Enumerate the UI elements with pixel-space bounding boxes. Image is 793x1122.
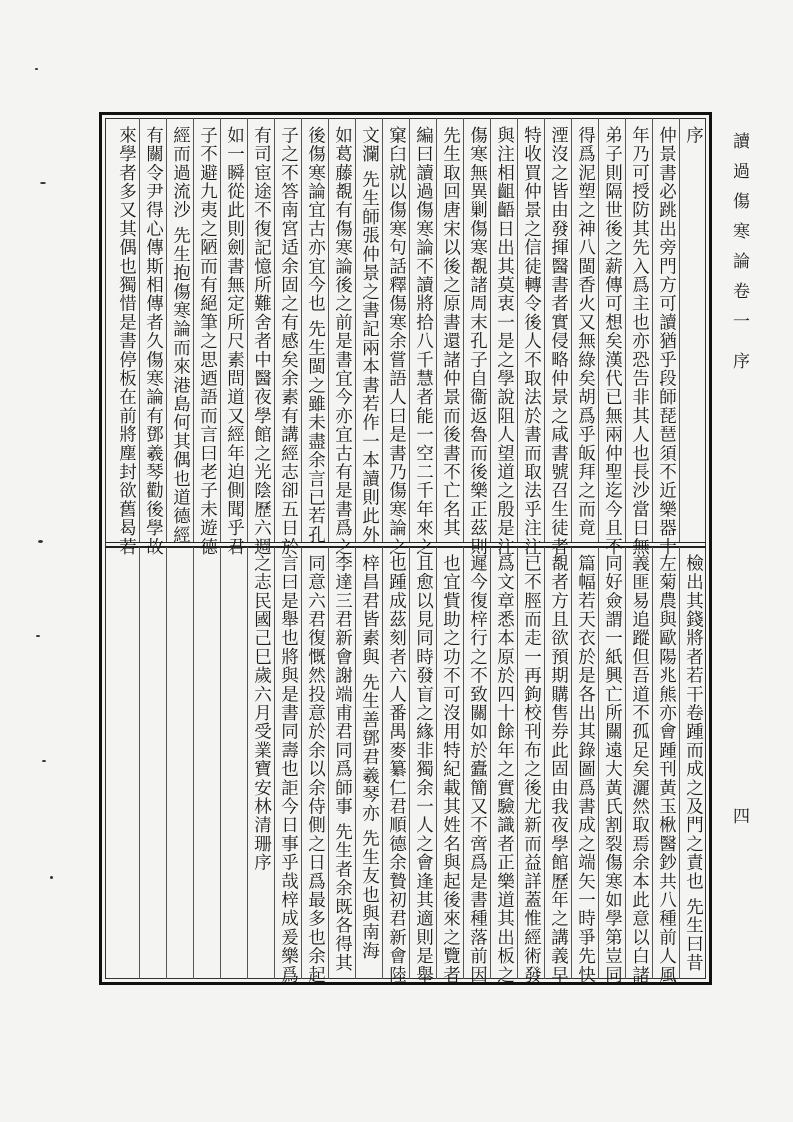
- column-rule: [247, 547, 248, 979]
- upper-column: 序: [683, 126, 704, 145]
- column-rule: [490, 118, 491, 542]
- upper-column: 弟子則隔世後之薪傳可想矣漢代已無兩仲聖迄今且不: [602, 126, 623, 557]
- lower-column: 爲文章悉本原於四十餘年之實驗識者正樂道其出板之: [494, 554, 515, 985]
- upper-column: 來學者多又其偶也獨惜是書停板在前將塵封欲舊曷若: [116, 126, 137, 557]
- lower-column: 也踵成茲刻者六人番禺麥纂仁君順德余贄初君新會陸: [386, 554, 407, 985]
- lower-column: 李達三君新會謝端甫君同爲師事 先生者余既各得其: [332, 554, 353, 973]
- upper-column: 如葛藤覩有傷寒論後之前是書宜今亦宜古有是書爲之: [332, 126, 353, 557]
- column-rule: [409, 118, 410, 542]
- column-rule: [220, 547, 221, 979]
- upper-column: 傷寒無異剿傷寒覩諸周末孔子自衞返魯而後樂正茲則: [467, 126, 488, 557]
- column-rule: [679, 118, 680, 542]
- scan-speck: [42, 760, 46, 762]
- upper-column: 仲景書必跳出旁門方可讀猶乎段師琵琶須不近樂器十: [656, 126, 677, 557]
- column-rule: [193, 547, 194, 979]
- lower-column: 覩者方且欲預期購售券此固由我夜學館歷年之講義早: [548, 554, 569, 985]
- column-rule: [679, 547, 680, 979]
- column-rule: [652, 118, 653, 542]
- column-rule: [193, 118, 194, 542]
- column-rule: [544, 118, 545, 542]
- column-rule: [571, 118, 572, 542]
- lower-column: 遲今復梓行之不致關如於蠹簡又不啻爲是書種落前因: [467, 554, 488, 985]
- column-rule: [247, 118, 248, 542]
- column-rule: [463, 547, 464, 979]
- column-rule: [571, 547, 572, 979]
- upper-column: 湮沒之皆由發揮醫書者實侵略仲景之咸書號召生徒者: [548, 126, 569, 557]
- running-head-title: 讀過傷寒論卷一: [729, 132, 749, 342]
- column-rule: [328, 547, 329, 979]
- column-rule: [274, 118, 275, 542]
- upper-column: 文瀾 先生師張仲景之書記兩本書若作一本讀則此外: [359, 126, 380, 545]
- column-rule: [625, 118, 626, 542]
- column-rule: [436, 547, 437, 979]
- column-rule: [355, 547, 356, 979]
- page-number: 四: [729, 807, 749, 824]
- upper-column: 特收買仲景之信徒轉令後人不取法於書而取法乎注注: [521, 126, 542, 557]
- column-rule: [517, 118, 518, 542]
- upper-column: 有司宦途不復記憶所難舍者中醫夜學館之光陰歷六週: [251, 126, 272, 557]
- upper-column: 子不避九夷之陋而有絕筆之思迺語而言曰老子未遊德: [197, 126, 218, 557]
- column-rule: [625, 547, 626, 979]
- scan-speck: [40, 182, 46, 184]
- column-rule: [355, 118, 356, 542]
- lower-column: 言曰是舉也將與是書同壽也詎今日事乎哉梓成爰樂爲: [278, 554, 299, 985]
- lower-column: 篇幅若天衣於是各出其錄圖爲書成之端矢一時爭先快: [575, 554, 596, 985]
- upper-column: 先生取回唐宋以後之原書還諸仲景而後書不亡名其: [440, 126, 461, 538]
- upper-column: 經而過流沙 先生抱傷寒論而來港島何其偶也道德經: [170, 126, 191, 545]
- column-rule: [274, 547, 275, 979]
- lower-column: 同好僉謂一紙興亡所關遠大黃氏割裂傷寒如學第豈同: [602, 554, 623, 985]
- lower-column: 且愈以見同時發盲之緣非獨余一人之會逢其適則是舉: [413, 554, 434, 985]
- column-rule: [598, 118, 599, 542]
- running-head-section: 序: [729, 352, 749, 369]
- upper-column: 子之不答南宮适余固之有感矣余素有講經志卻五日於: [278, 126, 299, 557]
- lower-column: 也宜貲助之功不可沒用特紀載其姓名與起後來之覽者: [440, 554, 461, 985]
- lower-column: 已不脛而走一再鉤校刊布之後尤新而益詳蓋惟經術發: [521, 554, 542, 985]
- upper-column: 如一瞬從此則劍書無定所尺素問道又經年迫側聞乎君: [224, 126, 245, 557]
- column-rule: [166, 547, 167, 979]
- column-rule: [328, 118, 329, 542]
- column-rule: [382, 547, 383, 979]
- lower-column: 同意六君復慨然投意於余以余侍側之日爲最多也余起: [305, 554, 326, 985]
- scan-speck: [35, 68, 38, 70]
- scan-speck: [38, 540, 43, 543]
- upper-column: 年乃可授防其先入爲主也亦恐告非其人也長沙當日無: [629, 126, 650, 557]
- column-rule: [139, 547, 140, 979]
- column-rule: [517, 547, 518, 979]
- upper-column: 編曰讀過傷寒論不讀將拾八千慧者能一空二千年來之: [413, 126, 434, 557]
- column-rule: [598, 547, 599, 979]
- lower-column: 梓昌君皆素與 先生善鄧君羲琴亦 先生友也與南海: [359, 554, 380, 961]
- upper-column: 後傷寒論宜古亦宜今也 先生閩之雖未盡余言已若孔: [305, 126, 326, 545]
- column-rule: [220, 118, 221, 542]
- column-rule: [301, 118, 302, 542]
- upper-column: 窠臼就以傷寒句話釋傷寒余嘗語人曰是書乃傷寒論之: [386, 126, 407, 557]
- column-rule: [544, 547, 545, 979]
- column-rule: [139, 118, 140, 542]
- column-rule: [436, 118, 437, 542]
- scan-speck: [50, 876, 53, 879]
- column-rule: [166, 118, 167, 542]
- column-rule: [382, 118, 383, 542]
- column-rule: [652, 547, 653, 979]
- column-rule: [490, 547, 491, 979]
- upper-column: 與注相齟齬日出其莫衷一是之學說阻人望道之殷是注: [494, 126, 515, 557]
- lower-column: 檢出其錢將者若干卷踵而成之及門之責也 先生曰昔: [683, 554, 704, 973]
- column-rule: [463, 118, 464, 542]
- upper-column: 有關令尹得心傳斯相傳者久傷寒論有鄧羲琴勸後學故: [143, 126, 164, 557]
- lower-column: 之志民國己巳歲六月受業寶安林清珊序: [251, 554, 272, 872]
- lower-column: 義匪易追蹤但吾道不孤足矣灑然取焉余本此意以白諸: [629, 554, 650, 985]
- column-rule: [301, 547, 302, 979]
- lower-column: 左菊農與歐陽兆熊亦會踵刊黃玉楸醫鈔共八種前人風: [656, 554, 677, 985]
- column-rule: [409, 547, 410, 979]
- scan-speck: [36, 635, 40, 637]
- upper-column: 得爲泥塑之神八閩香火又無綠矣胡爲乎皈拜之而竟: [575, 126, 596, 538]
